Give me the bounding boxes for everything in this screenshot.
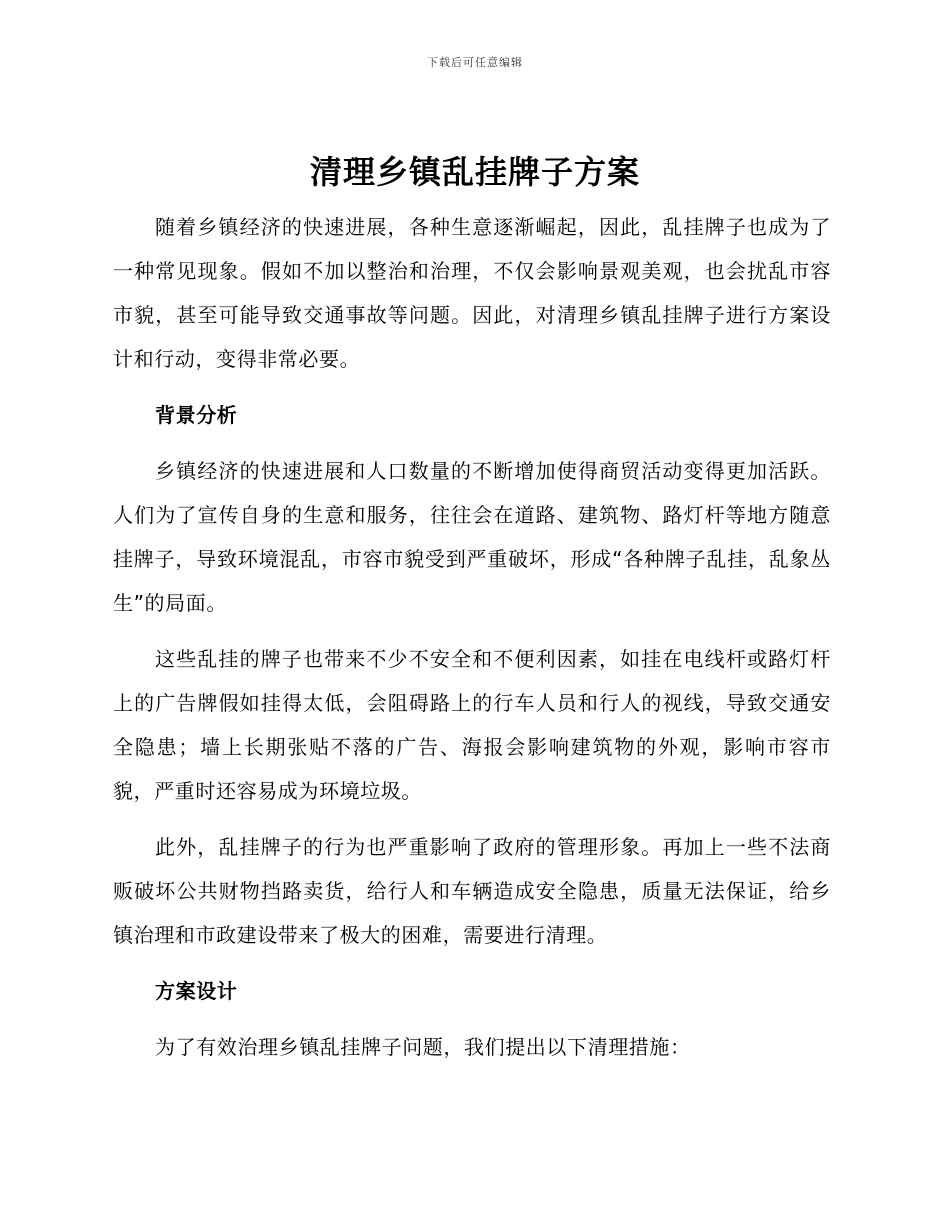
section-heading-plan: 方案设计	[155, 979, 238, 1003]
document-title: 清理乡镇乱挂牌子方案	[309, 153, 640, 191]
plan-paragraph-1: 为了有效治理乡镇乱挂牌子问题，我们提出以下清理措施：	[155, 1035, 691, 1059]
header-note: 下载后可任意编辑	[427, 56, 523, 69]
background-paragraph-1: 乡镇经济的快速进展和人口数量的不断增加使得商贸活动变得更加活跃。人们为了宣传自身的生意和服务，往往会在道路、建筑物、路灯杆等地方随意挂牌子，导致环境混乱，市容市貌受到严重破坏，形成“各种牌子乱挂，乱象丛生”的局面。	[113, 459, 831, 615]
document-body	[113, 205, 831, 1069]
background-paragraph-2: 这些乱挂的牌子也带来不少不安全和不便利因素，如挂在电线杆或路灯杆上的广告牌假如挂得太低，会阻碍路上的行车人员和行人的视线，导致交通安全隐患；墙上长期张贴不落的广告、海报会影响建筑物的外观，影响市容市貌，严重时还容易成为环境垃圾。	[113, 647, 831, 803]
intro-paragraph: 随着乡镇经济的快速进展，各种生意逐渐崛起，因此，乱挂牌子也成为了一种常见现象。假如不加以整治和治理，不仅会影响景观美观，也会扰乱市容市貌，甚至可能导致交通事故等问题。因此，对清理乡镇乱挂牌子进行方案设计和行动，变得非常必要。	[113, 215, 831, 371]
section-heading-background: 背景分析	[155, 403, 238, 427]
background-paragraph-3: 此外，乱挂牌子的行为也严重影响了政府的管理形象。再加上一些不法商贩破坏公共财物挡路卖货，给行人和车辆造成安全隐患，质量无法保证，给乡镇治理和市政建设带来了极大的困难，需要进行清理。	[113, 835, 831, 947]
